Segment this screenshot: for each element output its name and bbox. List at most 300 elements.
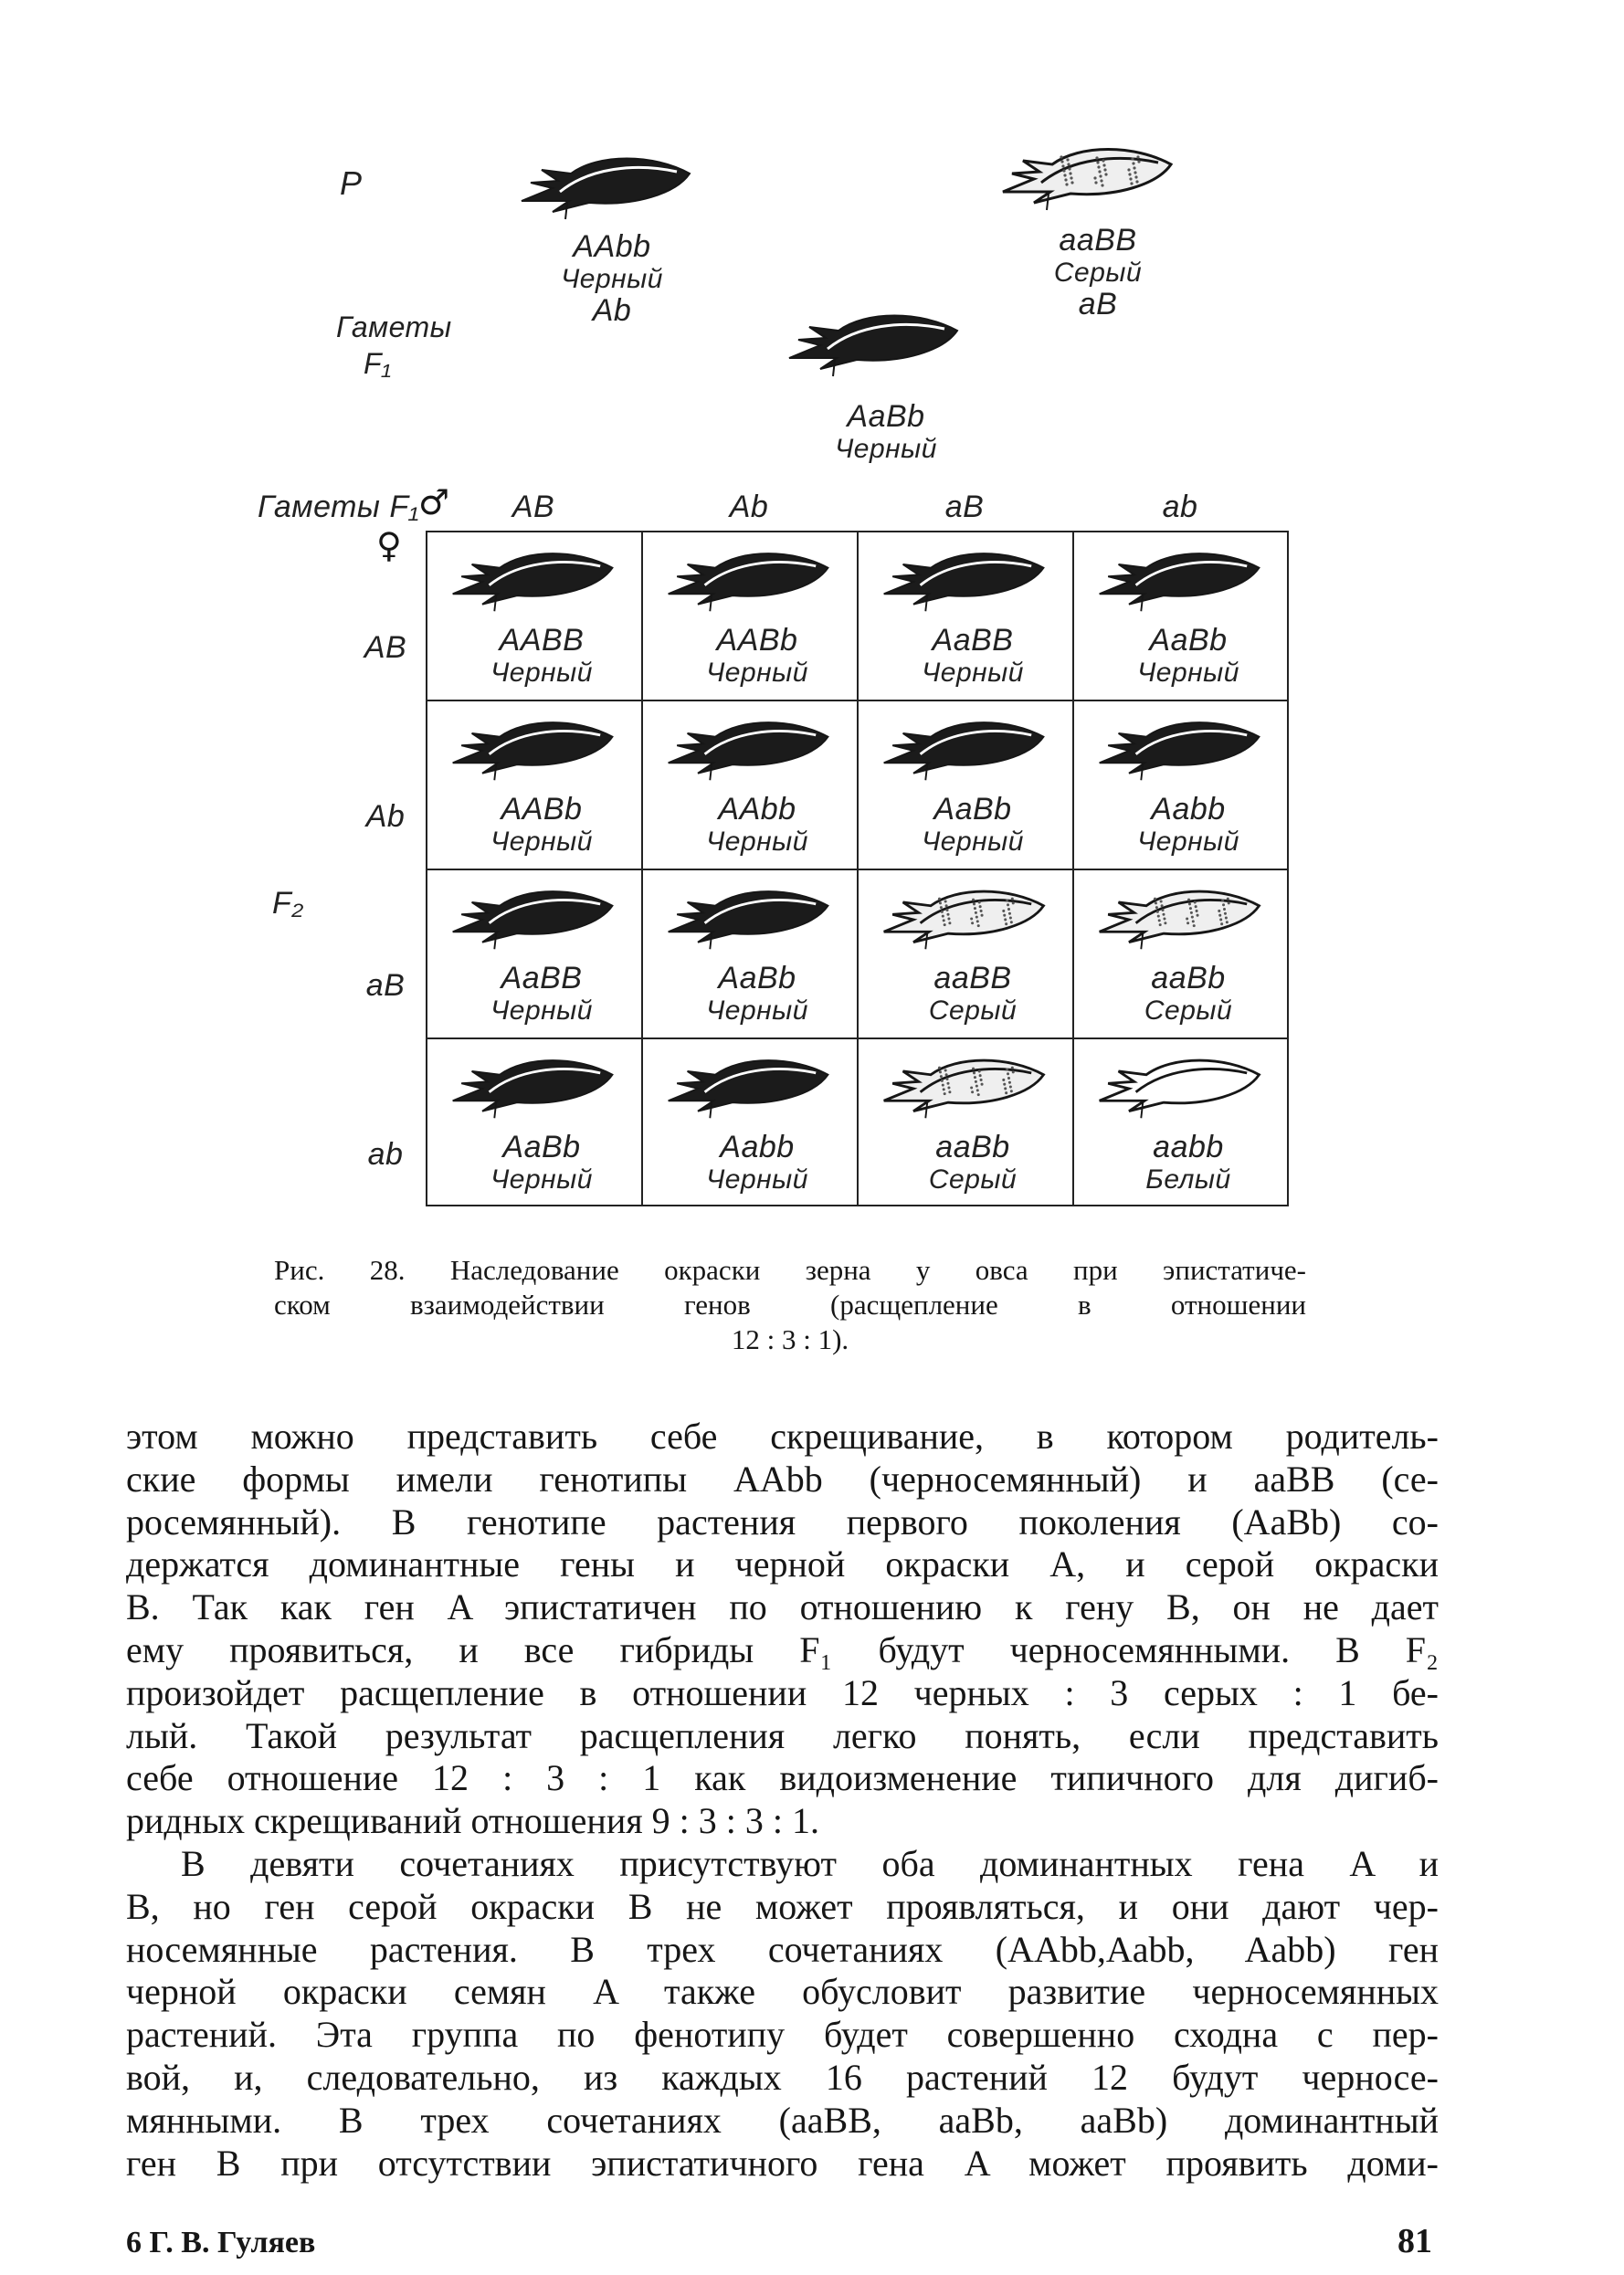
seed-image [879, 879, 1052, 958]
seed-stipple [948, 1090, 951, 1093]
seed-stipple [1094, 181, 1097, 184]
seed-body [669, 553, 828, 605]
cell-genotype: AaBB [932, 623, 1014, 658]
seed-stipple [974, 1076, 976, 1079]
cell-label [670, 962, 844, 1026]
seed-stipple [981, 1083, 984, 1086]
male-gamete-1: AB [511, 490, 555, 524]
male-symbol: ♂ [418, 482, 450, 522]
seed-stipple [980, 1079, 983, 1081]
cell-genotype: AABB [499, 623, 585, 658]
seed-stipple [1070, 176, 1072, 179]
f1-gametes-label: Гаметы F₁ [258, 490, 419, 524]
seed-stipple [976, 1089, 979, 1091]
cell-phenotype: Черный [490, 658, 593, 689]
seed-stipple [1159, 923, 1162, 926]
page-number: 81 [1397, 2222, 1432, 2260]
oat-seed-drawing [448, 711, 621, 789]
seed-stipple [981, 914, 984, 917]
seed-stipple [946, 913, 949, 916]
seed-image [663, 711, 837, 789]
oat-seed-drawing [1094, 542, 1268, 620]
seed-stipple [1104, 173, 1107, 175]
f1-phenotype: Черный [835, 434, 937, 465]
text-line: В девяти сочетаниях присутствуют оба доминантных гена A и [181, 1842, 1439, 1884]
female-gamete-4: ab [367, 1137, 404, 1172]
seed-stipple [1224, 912, 1227, 915]
caption-line: 12 : 3 : 1). [731, 1322, 849, 1355]
seed-image [448, 1048, 621, 1127]
seed-stipple [1010, 921, 1013, 923]
parent-1-genotype: AAbb [573, 229, 651, 264]
oat-seed-drawing [1094, 711, 1268, 789]
cell-phenotype: Черный [490, 1164, 593, 1195]
seed-image [1094, 1048, 1268, 1127]
seed-stipple [1164, 922, 1166, 924]
text-line: растений. Эта группа по фенотипу будет совершенно сходна с пер- [126, 2014, 1439, 2056]
cell-phenotype: Черный [706, 1164, 808, 1195]
seed-image [879, 711, 1052, 789]
seed-stipple [1003, 914, 1006, 917]
seed-stipple [1002, 1079, 1005, 1081]
cell-label [455, 962, 628, 1026]
seed-body [1100, 553, 1260, 605]
seed-stipple [1218, 910, 1220, 912]
seed-stipple [975, 911, 977, 914]
seed-stipple [1101, 184, 1103, 186]
punnett-cell [643, 1039, 859, 1208]
seed-stipple [1061, 164, 1064, 167]
oat-seed-drawing [784, 303, 966, 385]
seed-stipple [1137, 160, 1140, 163]
seed-stipple [1156, 911, 1159, 913]
seed-stipple [948, 922, 951, 924]
seed-stipple [1065, 183, 1068, 185]
cell-label [670, 1131, 844, 1195]
cell-label [455, 1131, 628, 1195]
cell-phenotype: Черный [922, 658, 1024, 689]
seed-stipple [1160, 900, 1163, 902]
punnett-cell [1074, 532, 1290, 701]
seed-stipple [973, 1071, 975, 1074]
seed-stipple [1004, 918, 1007, 921]
seed-stipple [1221, 900, 1224, 902]
oat-seed-drawing [1094, 879, 1268, 958]
seed-stipple [938, 898, 941, 901]
cell-genotype: aaBb [1151, 961, 1226, 995]
oat-seed-drawing [997, 137, 1180, 219]
seed-stipple [1134, 175, 1137, 178]
seed-stipple [1007, 1077, 1010, 1080]
seed-stipple [1009, 1086, 1012, 1089]
female-gamete-2: Ab [365, 799, 406, 834]
punnett-cell [427, 1039, 643, 1208]
cell-genotype: AABb [501, 792, 583, 827]
seed-stipple [1186, 917, 1188, 920]
seed-stipple [1188, 902, 1191, 905]
seed-stipple [1131, 157, 1134, 160]
seed-stipple [976, 920, 979, 922]
seed-stipple [1011, 1067, 1014, 1069]
female-gamete-3: aB [365, 968, 406, 1003]
seed-stipple [1067, 163, 1070, 165]
cell-genotype: Aabb [1151, 792, 1226, 827]
parent-1-label [521, 230, 703, 329]
f1-seed-label [795, 400, 977, 464]
cell-label [1102, 793, 1275, 857]
seed-stipple [1127, 168, 1130, 171]
seed-body [1100, 722, 1260, 774]
parent-2-phenotype: Серый [1053, 258, 1143, 289]
seed-body [669, 1060, 828, 1111]
seed-stipple [947, 917, 950, 920]
seed-stipple [1003, 1083, 1006, 1086]
seed-stipple [941, 911, 944, 913]
seed-body [453, 891, 613, 943]
text-line: лый. Такой результат расщепления легко понять, если представить [126, 1714, 1439, 1756]
parent-2-gamete: aB [1078, 287, 1118, 322]
seed-stipple [1064, 178, 1067, 181]
seed-stipple [942, 1084, 944, 1087]
parent-2-genotype: aaBB [1059, 223, 1137, 258]
seed-stipple [1098, 170, 1101, 173]
cell-label [670, 624, 844, 688]
punnett-cell [859, 870, 1074, 1039]
seed-stipple [944, 1092, 946, 1095]
cell-phenotype: Серый [1144, 995, 1233, 1027]
seed-stipple [1157, 915, 1160, 918]
oat-seed-drawing [663, 711, 837, 789]
seed-stipple [1069, 172, 1071, 174]
seed-body [884, 1060, 1044, 1111]
seed-stipple [1193, 924, 1196, 927]
seed-stipple [980, 910, 983, 912]
seed-body [1100, 891, 1260, 943]
f1-genotype: AaBb [847, 399, 925, 434]
seed-stipple [1218, 914, 1221, 917]
footer-signature: 6 Г. В. Гуляев [126, 2226, 316, 2259]
seed-image [448, 879, 621, 958]
oat-seed-drawing [663, 1048, 837, 1127]
seed-stipple [1189, 907, 1192, 910]
paragraph-1 [126, 1416, 1439, 1843]
cell-genotype: AAbb [718, 792, 796, 827]
seed-stipple [1196, 910, 1198, 912]
seed-stipple [1130, 182, 1133, 184]
seed-stipple [1163, 917, 1165, 920]
seed-stipple [1066, 158, 1069, 161]
seed-stipple [1008, 1081, 1011, 1084]
text-line: произойдет расщепление в отношении 12 черных : 3 серых : 1 бе- [126, 1671, 1439, 1713]
seed-stipple [1012, 901, 1015, 904]
seed-stipple [1191, 916, 1194, 919]
seed-image [1094, 879, 1268, 958]
parent-1-gamete: Ab [592, 293, 632, 329]
seed-stipple [1227, 898, 1229, 901]
seed-stipple [1154, 898, 1156, 901]
cell-label [1102, 962, 1275, 1026]
seed-stipple [939, 1070, 942, 1073]
cell-phenotype: Черный [490, 827, 593, 858]
text-line: росемянный). В генотипе растения первого поколения (AaBb) со- [126, 1501, 1439, 1543]
seed-stipple [1222, 903, 1225, 906]
parents-label: Р [340, 164, 363, 202]
text-line: себе отношение 12 : 3 : 1 как видоизменение типичного для дигиб- [126, 1757, 1439, 1799]
seed-stipple [1007, 1072, 1009, 1075]
seed-stipple [942, 915, 944, 918]
seed-stipple [1007, 903, 1009, 906]
figure-caption [274, 1253, 1306, 1356]
cell-label [886, 962, 1060, 1026]
seed-stipple [975, 1080, 977, 1083]
seed-stipple [938, 1067, 941, 1069]
seed-stipple [943, 1088, 945, 1090]
seed-stipple [1006, 1069, 1008, 1071]
cell-genotype: AaBb [718, 961, 796, 995]
seed-image [1094, 711, 1268, 789]
cell-genotype: aaBb [935, 1130, 1010, 1164]
male-gamete-2: Ab [729, 490, 769, 524]
female-symbol: ♀ [376, 525, 402, 565]
seed-image [663, 879, 837, 958]
seed-stipple [971, 922, 974, 924]
seed-stipple [1097, 165, 1100, 168]
punnett-cell [859, 1039, 1074, 1208]
seed-image [448, 711, 621, 789]
seed-stipple [1063, 174, 1066, 176]
text-line: ему проявиться, и все гибриды F₁ будут черносемянными. В F₂ [126, 1628, 1439, 1670]
text-line: ген B при отсутствии эпистатичного гена A может проявить доми- [126, 2142, 1439, 2184]
seed-stipple [973, 902, 975, 905]
seed-stipple [946, 1082, 949, 1085]
oat-seed-drawing [448, 879, 621, 958]
seed-stipple [1190, 911, 1193, 914]
f2-label: F₂ [272, 886, 304, 921]
seed-stipple [1162, 909, 1165, 911]
oat-seed-drawing [516, 146, 699, 228]
text-line: этом можно представить себе скрещивание, в котором родитель- [126, 1416, 1439, 1457]
seed-stipple [1155, 906, 1158, 909]
seed-body [884, 553, 1044, 605]
cell-label [886, 1131, 1060, 1195]
oat-seed-drawing [879, 1048, 1052, 1127]
seed-stipple [1070, 181, 1073, 184]
oat-seed-drawing [879, 879, 1052, 958]
seed-stipple [1136, 155, 1139, 158]
f1-label: F₁ [364, 347, 392, 380]
seed-stipple [970, 917, 973, 920]
seed-stipple [944, 900, 947, 902]
seed-image [448, 542, 621, 620]
seed-stipple [1194, 901, 1197, 903]
cell-phenotype: Черный [490, 995, 593, 1027]
male-gamete-3: aB [944, 490, 985, 524]
cell-phenotype: Серый [928, 995, 1018, 1027]
oat-seed-drawing [879, 542, 1052, 620]
text-line: вой, и, следовательно, из каждых 16 растений 12 будут черносе- [126, 2056, 1439, 2098]
seed-stipple [1195, 905, 1197, 908]
parent-1-phenotype: Черный [561, 264, 663, 295]
seed-stipple [1187, 899, 1190, 901]
seed-stipple [1155, 901, 1157, 904]
seed-stipple [1225, 917, 1228, 920]
text-line: ридных скрещиваний отношения 9 : 3 : 3 : 1. [126, 1800, 819, 1842]
cell-genotype: aaBB [933, 961, 1012, 995]
seed-stipple [1008, 912, 1011, 915]
seed-stipple [1220, 922, 1223, 925]
seed-stipple [1228, 901, 1230, 904]
seed-stipple [979, 1074, 982, 1077]
seed-stipple [1093, 176, 1096, 179]
seed-body [669, 722, 828, 774]
seed-stipple [1132, 162, 1134, 164]
seed-body [1100, 1060, 1260, 1111]
seed-stipple [943, 919, 945, 922]
text-line: носемянные растения. В трех сочетаниях (AAbb,Aabb, Aabb) ген [126, 1928, 1439, 1970]
seed-stipple [978, 901, 981, 903]
cell-phenotype: Черный [1137, 658, 1239, 689]
text-line: держатся доминантные гены и черной окраски A, и серой окраски [126, 1543, 1439, 1585]
punnett-cell [1074, 701, 1290, 870]
seed-stipple [946, 1078, 949, 1080]
punnett-cell [1074, 1039, 1290, 1208]
seed-stipple [1186, 922, 1189, 924]
seed-body [453, 722, 613, 774]
text-line: черной окраски семян A также обусловит развитие черносемянных [126, 1971, 1439, 2013]
punnett-cell [1074, 870, 1290, 1039]
seed-stipple [979, 905, 982, 908]
punnett-cell [427, 701, 643, 870]
seed-stipple [945, 1073, 948, 1076]
seed-body [789, 316, 957, 370]
punnett-cell [643, 870, 859, 1039]
seed-image [1094, 542, 1268, 620]
oat-seed-drawing [663, 879, 837, 958]
cell-genotype: AABb [716, 623, 798, 658]
f1-seed [784, 303, 966, 385]
cell-phenotype: Черный [922, 827, 1024, 858]
seed-body [453, 553, 613, 605]
punnett-cell [643, 701, 859, 870]
seed-stipple [977, 924, 980, 927]
seed-stipple [946, 909, 949, 911]
seed-stipple [1102, 163, 1105, 166]
punnett-cell [643, 532, 859, 701]
seed-stipple [1158, 919, 1161, 922]
text-line: B. Так как ген A эпистатичен по отношению к гену B, он не дает [126, 1586, 1439, 1628]
seed-stipple [1062, 169, 1065, 172]
seed-image [663, 1048, 837, 1127]
seed-stipple [1068, 167, 1070, 170]
seed-body [453, 1060, 613, 1111]
seed-stipple [1133, 166, 1135, 169]
seed-stipple [970, 1086, 973, 1089]
caption-line: ском взаимодействии генов (расщепление в отношении [274, 1288, 1306, 1321]
oat-seed-drawing [448, 1048, 621, 1127]
paragraph-2 [126, 1843, 1439, 2185]
seed-stipple [972, 1068, 975, 1070]
cell-phenotype: Белый [1145, 1164, 1231, 1195]
seed-stipple [1096, 161, 1099, 163]
cell-phenotype: Черный [706, 995, 808, 1027]
punnett-square [426, 531, 1289, 1206]
seed-body [884, 891, 1044, 943]
cell-genotype: AaBB [501, 961, 583, 995]
seed-stipple [1226, 921, 1229, 923]
cell-phenotype: Черный [1137, 827, 1239, 858]
seed-stipple [1128, 173, 1131, 175]
seed-stipple [972, 899, 975, 901]
seed-image [879, 1048, 1052, 1127]
seed-stipple [975, 916, 978, 919]
seed-stipple [975, 1085, 978, 1088]
oat-seed-drawing [448, 542, 621, 620]
seed-stipple [1011, 898, 1014, 901]
cell-genotype: AaBb [502, 1130, 581, 1164]
text-line: мянными. В трех сочетаниях (aaBB, aaBb, aaBb) доминантный [126, 2099, 1439, 2141]
parent-seed-1 [516, 146, 699, 228]
seed-image [663, 542, 837, 620]
seed-stipple [1060, 155, 1062, 158]
seed-stipple [1192, 920, 1195, 922]
seed-stipple [1007, 908, 1010, 911]
seed-stipple [1100, 179, 1102, 182]
seed-stipple [940, 906, 943, 909]
seed-stipple [944, 923, 946, 926]
cell-label [886, 624, 1060, 688]
seed-stipple [1135, 180, 1138, 183]
male-gamete-4: ab [1162, 490, 1198, 524]
seed-stipple [939, 901, 942, 904]
seed-image [879, 542, 1052, 620]
cell-phenotype: Серый [928, 1164, 1018, 1195]
seed-stipple [1161, 904, 1164, 907]
seed-stipple [1012, 1070, 1015, 1073]
seed-stipple [1102, 159, 1104, 162]
body-text [126, 1416, 1439, 2185]
cell-genotype: aabb [1153, 1130, 1224, 1164]
seed-body [669, 891, 828, 943]
cell-label [1102, 624, 1275, 688]
cell-phenotype: Черный [706, 658, 808, 689]
cell-genotype: Aabb [720, 1130, 795, 1164]
seed-stipple [1004, 1087, 1007, 1090]
seed-stipple [944, 1069, 947, 1071]
cell-label [455, 793, 628, 857]
seed-stipple [1005, 922, 1007, 925]
seed-stipple [1060, 160, 1063, 163]
seed-stipple [940, 1075, 943, 1078]
seed-stipple [1219, 918, 1222, 921]
seed-stipple [945, 904, 948, 907]
seed-body [884, 722, 1044, 774]
oat-seed-drawing [1094, 1048, 1268, 1127]
cell-genotype: AaBb [1149, 623, 1228, 658]
text-line: B, но ген серой окраски B не может проявляться, и они дают чер- [126, 1885, 1439, 1927]
oat-seed-drawing [879, 711, 1052, 789]
seed-stipple [1223, 908, 1226, 911]
text-line: ские формы имели генотипы AAbb (черносемянный) и aaBB (се- [126, 1458, 1439, 1500]
cell-phenotype: Черный [706, 827, 808, 858]
seed-stipple [971, 1090, 974, 1093]
cell-label [1102, 1131, 1275, 1195]
seed-stipple [977, 1093, 980, 1096]
cell-label [455, 624, 628, 688]
parent-2-label [1016, 224, 1180, 322]
punnett-cell [859, 532, 1074, 701]
seed-stipple [1002, 910, 1005, 912]
seed-stipple [1009, 917, 1012, 920]
